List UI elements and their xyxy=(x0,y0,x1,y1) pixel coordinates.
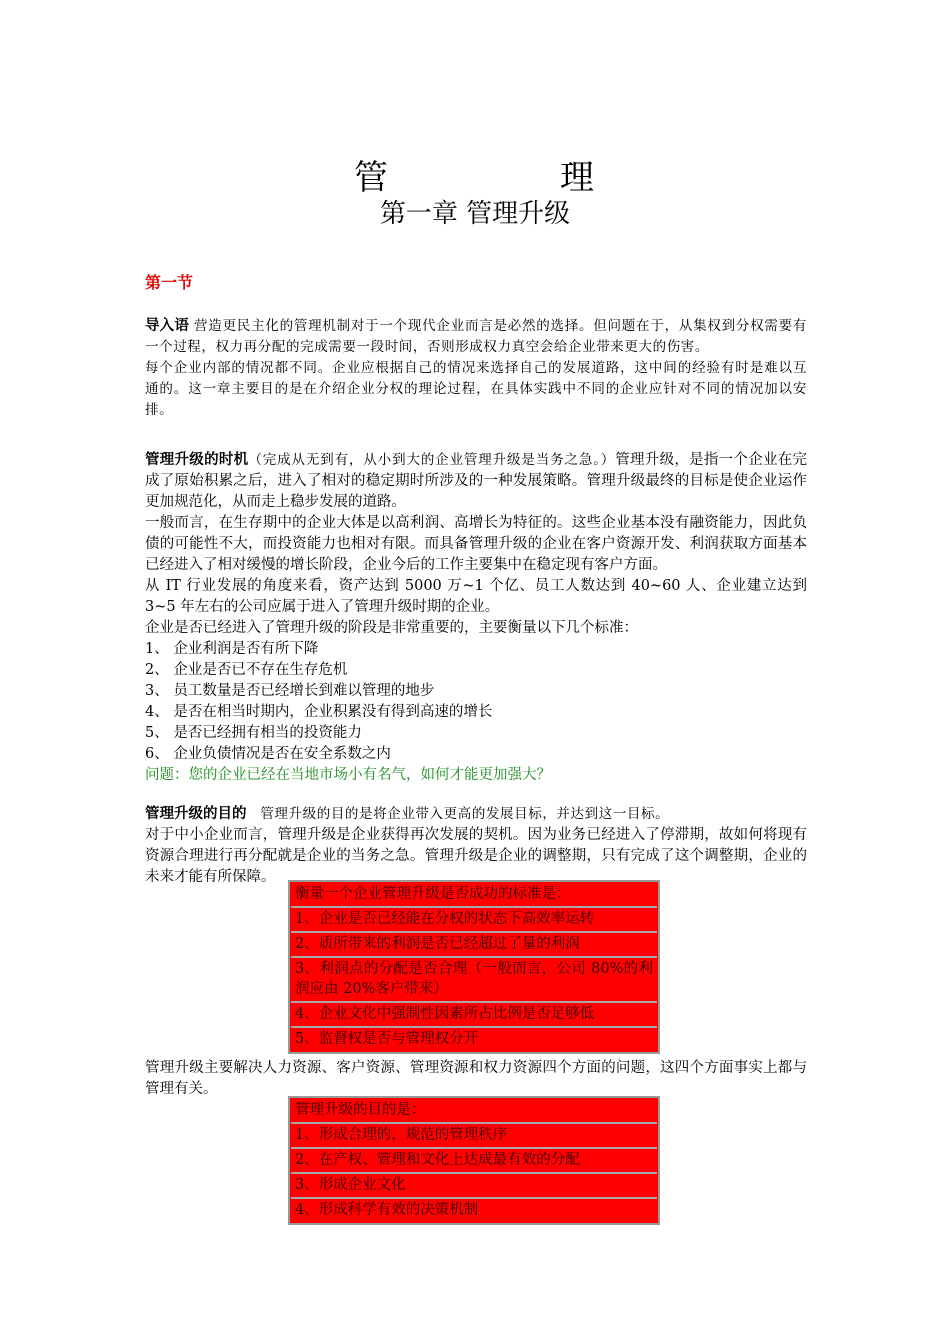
criteria-item-4: 4、 是否在相当时期内，企业积累没有得到高速的增长 xyxy=(145,704,493,720)
title-char-left: 管 xyxy=(354,158,390,198)
box2-row-1: 1、形成合理的，规范的管理秩序 xyxy=(291,1124,657,1149)
timing-paragraph-2: 一般而言，在生存期中的企业大体是以高利润、高增长为特征的。这些企业基本没有融资能力，因此负债的可能性不大，而投资能力也相对有限。而具备管理升级的企业在客户资源开发、利润获取方面基本已经进入了相对缓慢的增长阶段，企业今后的工作主要集中在稳定现有客户方面。 xyxy=(145,515,807,573)
box2-row-0: 管理升级的目的是： xyxy=(291,1099,657,1124)
intro-label: 导入语 xyxy=(145,318,189,334)
intro-text-1: 营造更民主化的管理机制对于一个现代企业而言是必然的选择。但问题在于，从集权到分权需要有一个过程，权力再分配的完成需要一段时间，否则形成权力真空会给企业带来更大的伤害。 xyxy=(145,318,807,355)
purpose-summary-block xyxy=(145,1058,807,1100)
box1-row-3: 3、利润点的分配是否合理（一般而言，公司 80%的利润应由 20%客户带来） xyxy=(291,958,657,1003)
box1-row-2: 2、质所带来的利润是否已经超过了量的利润 xyxy=(291,933,657,958)
purpose-label: 管理升级的目的 xyxy=(145,806,247,822)
criteria-item-2: 2、 企业是否已不存在生存危机 xyxy=(145,662,348,678)
title-char-right: 理 xyxy=(560,158,596,198)
document-title xyxy=(0,156,950,200)
timing-note: （完成从无到有，从小到大的企业管理升级是当务之急。） xyxy=(248,452,616,468)
success-criteria-box xyxy=(288,880,660,1054)
timing-paragraph-1 xyxy=(145,450,807,513)
box2-row-4: 4、形成科学有效的决策机制 xyxy=(291,1199,657,1222)
purpose-note: 管理升级的目的是将企业带入更高的发展目标，并达到这一目标。 xyxy=(260,806,670,822)
timing-label: 管理升级的时机 xyxy=(145,452,249,468)
purpose-block xyxy=(145,804,807,888)
question-text: 问题：您的企业已经在当地市场小有名气，如何才能更加强大？ xyxy=(145,767,551,783)
chapter-title: 第一章 管理升级 xyxy=(379,199,571,229)
box2-row-3: 3、形成企业文化 xyxy=(291,1174,657,1199)
box1-row-5: 5、监督权是否与管理权分开 xyxy=(291,1028,657,1051)
timing-paragraph-4: 企业是否已经进入了管理升级的阶段是非常重要的，主要衡量以下几个标准： xyxy=(145,620,638,636)
purpose-paragraph-3: 管理升级主要解决人力资源、客户资源、管理资源和权力资源四个方面的问题，这四个方面事实上都与管理有关。 xyxy=(145,1060,807,1097)
purpose-goals-box xyxy=(288,1096,660,1225)
box1-row-0: 衡量一个企业管理升级是否成功的标准是： xyxy=(291,883,657,908)
timing-paragraph-3: 从 IT 行业发展的角度来看，资产达到 5000 万~1 个亿、员工人数达到 40~60 人、企业建立达到 3~5 年左右的公司应属于进入了管理升级时期的企业。 xyxy=(145,578,807,615)
purpose-paragraph-2: 对于中小企业而言，管理升级是企业获得再次发展的契机。因为业务已经进入了停滞期，故如何将现有资源合理进行再分配就是企业的当务之急。管理升级是企业的调整期，只有完成了这个调整期，企业的未来才能有所保障。 xyxy=(145,827,807,885)
section-heading: 第一节 xyxy=(145,273,194,292)
box2-row-2: 2、在产权、管理和文化上达成最有效的分配 xyxy=(291,1149,657,1174)
timing-block xyxy=(145,450,807,786)
criteria-item-6: 6、 企业负债情况是否在安全系数之内 xyxy=(145,746,391,762)
intro-block xyxy=(145,316,807,421)
criteria-item-1: 1、 企业利润是否有所下降 xyxy=(145,641,319,657)
intro-paragraph-2: 每个企业内部的情况都不同。企业应根据自己的情况来选择自己的发展道路，这中间的经验有时是难以互通的。这一章主要目的是在介绍企业分权的理论过程，在具体实践中不同的企业应针对不同的情况加以安排。 xyxy=(145,360,807,418)
intro-paragraph-1 xyxy=(145,316,807,358)
timing-text-1: 管理升级，是指一个企业在完成了原始积累之后，进入了相对的稳定期时所涉及的一种发展策略。管理升级最终的目标是使企业运作更加规范化，从而走上稳步发展的道路。 xyxy=(145,452,808,510)
criteria-item-5: 5、 是否已经拥有相当的投资能力 xyxy=(145,725,362,741)
criteria-item-3: 3、 员工数量是否已经增长到难以管理的地步 xyxy=(145,683,435,699)
box1-row-1: 1、企业是否已经能在分权的状态下高效率运转 xyxy=(291,908,657,933)
box1-row-4: 4、企业文化中强制性因素所占比例是否足够低 xyxy=(291,1003,657,1028)
purpose-paragraph-1 xyxy=(145,804,807,825)
